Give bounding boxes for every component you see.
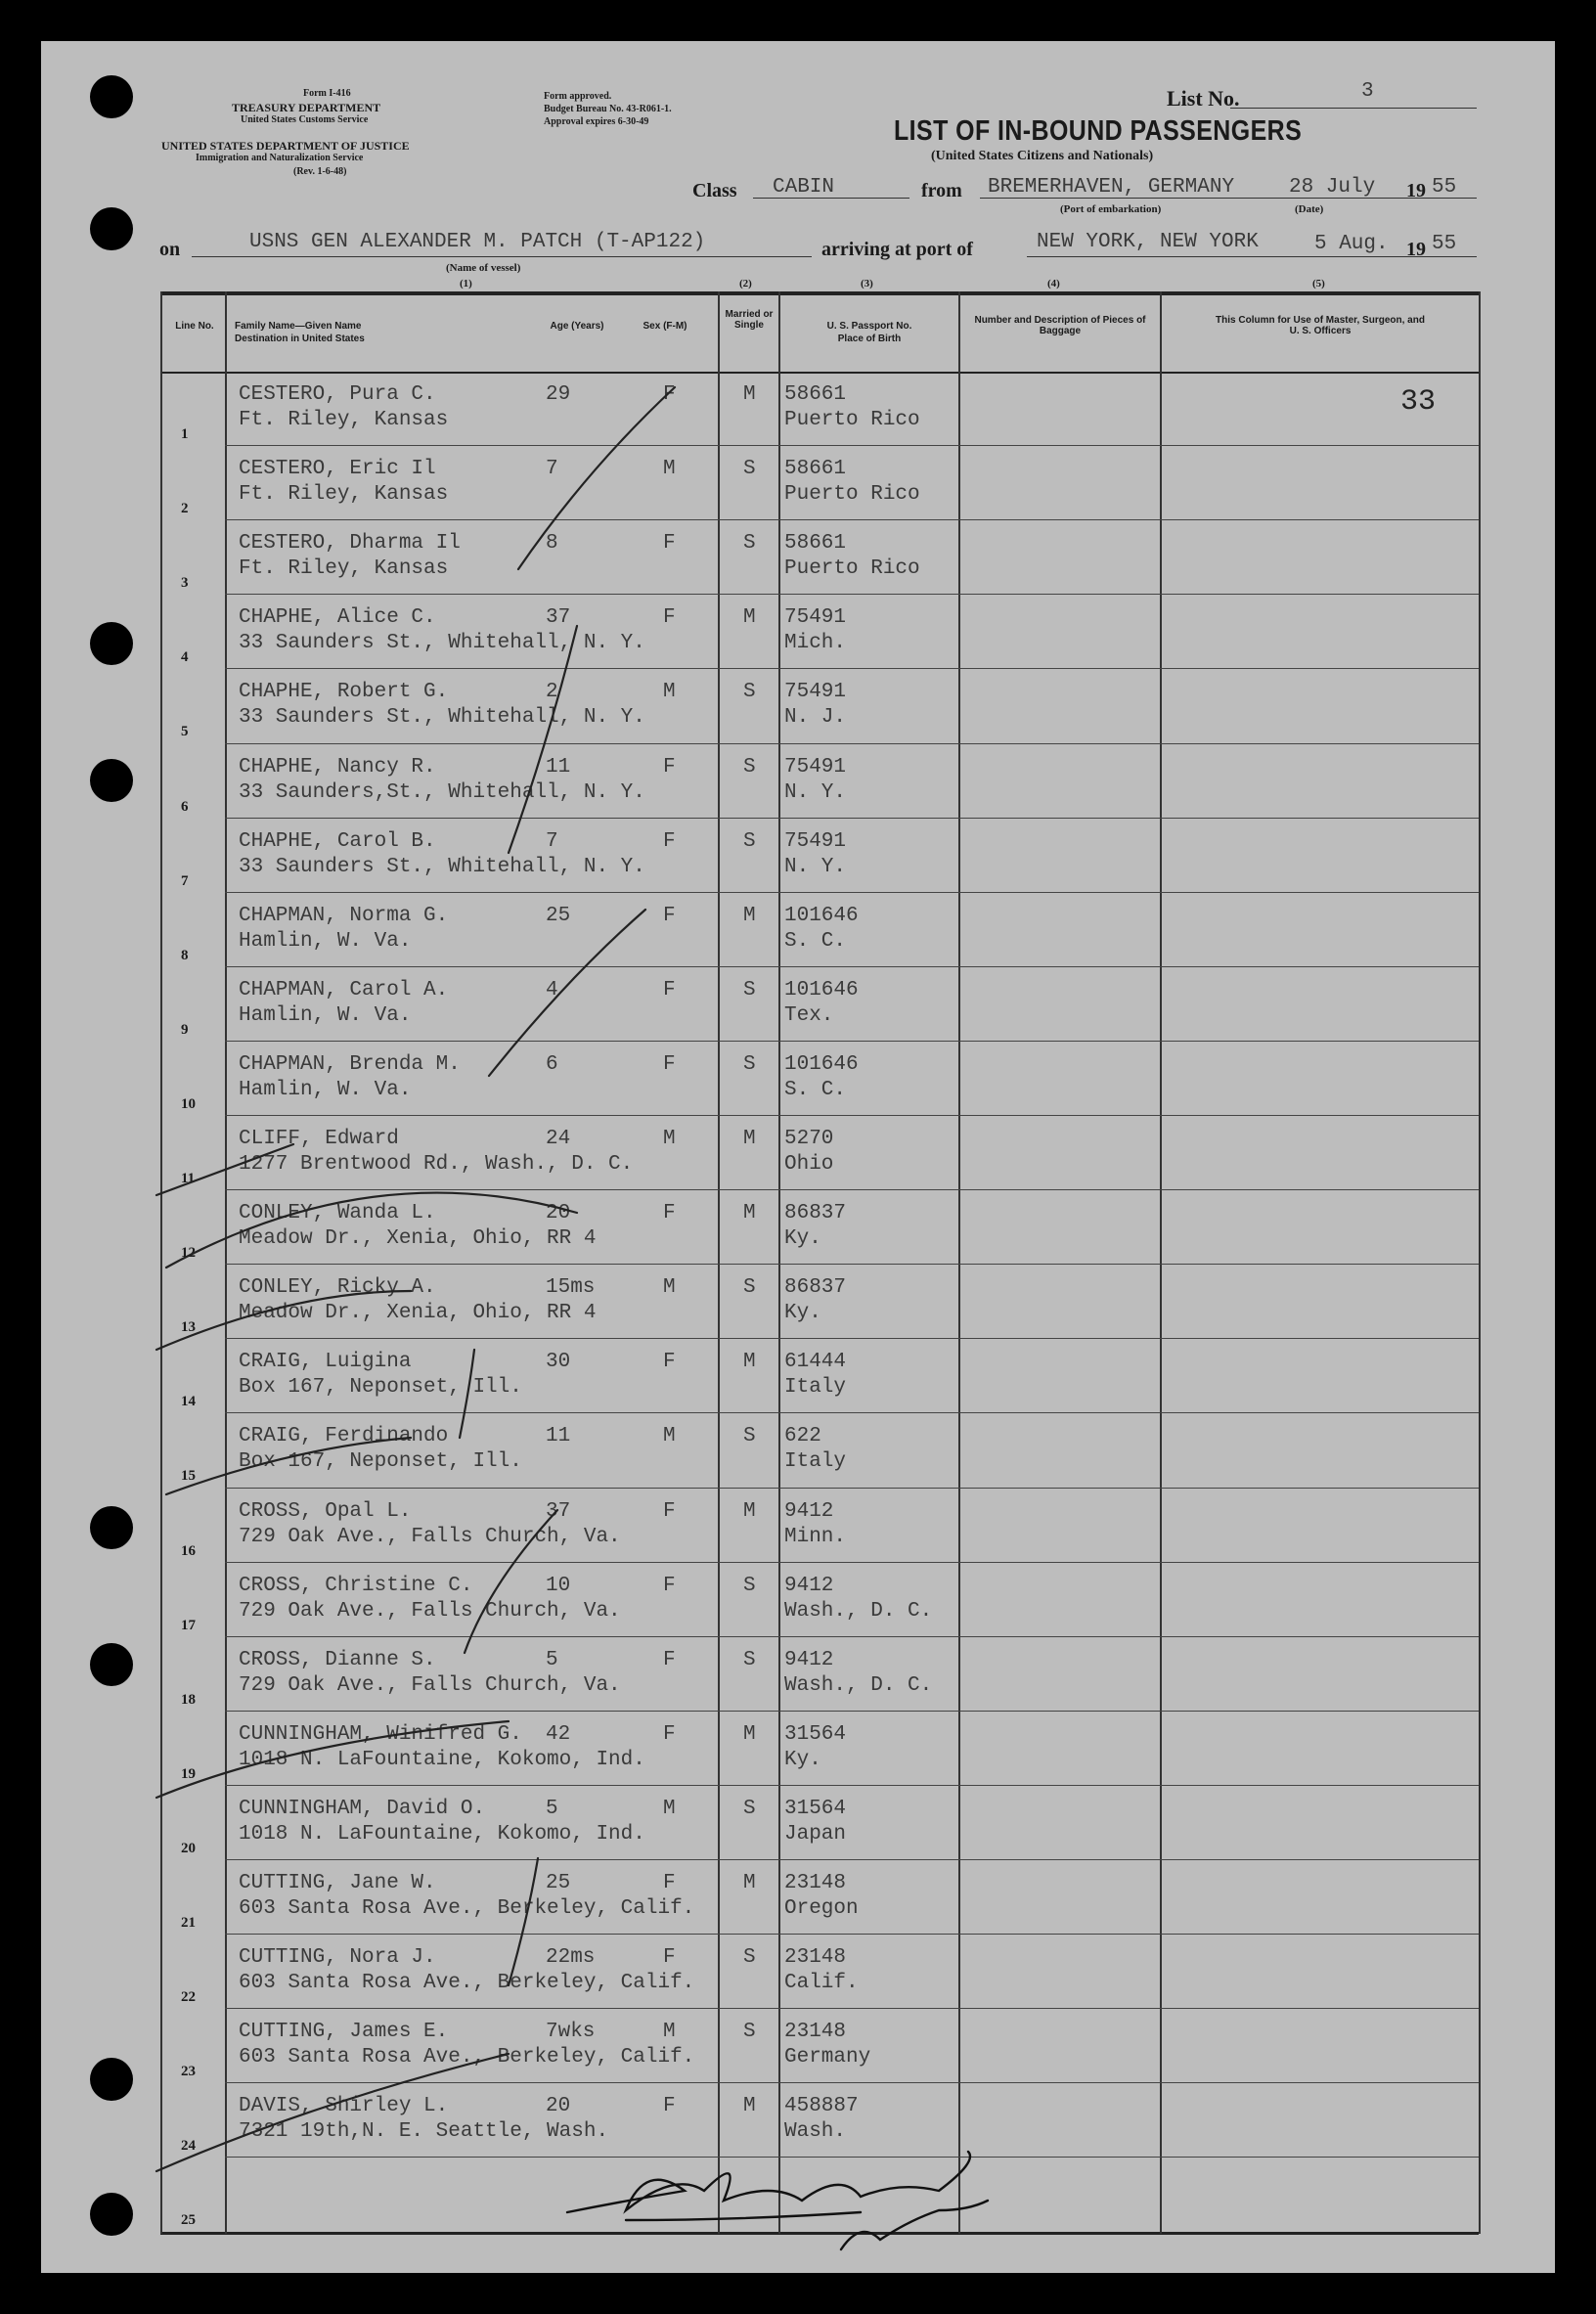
passenger-destination: 1018 N. LaFountaine, Kokomo, Ind. bbox=[239, 1822, 645, 1846]
passenger-marital-status: S bbox=[743, 1946, 756, 1970]
place-of-birth: S. C. bbox=[784, 929, 847, 953]
passport-number: 23148 bbox=[784, 2021, 847, 2044]
line-number: 22 bbox=[181, 1989, 196, 2006]
passport-header: U. S. Passport No. bbox=[826, 321, 912, 332]
place-of-birth: S. C. bbox=[784, 1078, 847, 1101]
passenger-age: 25 bbox=[546, 1872, 571, 1894]
place-of-birth: N. Y. bbox=[784, 855, 847, 878]
place-of-birth: Wash. bbox=[784, 2120, 847, 2144]
passport-number: 458887 bbox=[784, 2095, 859, 2118]
line-number: 2 bbox=[181, 501, 189, 517]
arriving-label: arriving at port of bbox=[821, 239, 973, 260]
page-title: LIST OF IN-BOUND PASSENGERS bbox=[894, 115, 1303, 147]
passenger-destination: Meadow Dr., Xenia, Ohio, RR 4 bbox=[239, 1227, 597, 1251]
treasury-department: TREASURY DEPARTMENT bbox=[232, 101, 381, 114]
passenger-sex: M bbox=[663, 1276, 676, 1300]
passport-number: 9412 bbox=[784, 1648, 834, 1671]
vessel-caption: (Name of vessel) bbox=[446, 262, 521, 274]
form-number: Form I-416 bbox=[303, 88, 351, 99]
passenger-name: CUTTING, Jane W. bbox=[239, 1872, 436, 1894]
passport-number: 23148 bbox=[784, 1872, 847, 1894]
line-no-header: Line No. bbox=[175, 321, 214, 332]
line-number: 11 bbox=[181, 1171, 196, 1186]
place-of-birth: Ky. bbox=[784, 1302, 821, 1325]
check-mark bbox=[156, 1721, 509, 1798]
passenger-destination: Ft. Riley, Kansas bbox=[239, 557, 449, 581]
line-number: 23 bbox=[181, 2064, 196, 2080]
passenger-marital-status: S bbox=[743, 978, 756, 1001]
passenger-sex: F bbox=[663, 904, 676, 927]
passenger-destination: 729 Oak Ave., Falls Church, Va. bbox=[239, 1525, 621, 1548]
passenger-name: CUNNINGHAM, David O. bbox=[239, 1797, 486, 1820]
passenger-marital-status: M bbox=[743, 1872, 756, 1894]
column-number: (1) bbox=[460, 278, 472, 289]
line-number: 3 bbox=[181, 575, 189, 592]
passenger-marital-status: M bbox=[743, 904, 756, 927]
column-number: (5) bbox=[1312, 278, 1325, 289]
embarkation-date: 28 July bbox=[1289, 176, 1376, 199]
passport-number: 31564 bbox=[784, 1797, 847, 1820]
check-mark bbox=[518, 387, 675, 569]
line-number: 25 bbox=[181, 2212, 196, 2229]
passport-number: 75491 bbox=[784, 829, 847, 853]
passenger-sex: M bbox=[663, 1128, 676, 1150]
passenger-marital-status: S bbox=[743, 681, 756, 704]
vessel-name: USNS GEN ALEXANDER M. PATCH (T-AP122) bbox=[249, 231, 706, 253]
passenger-sex: F bbox=[663, 1351, 676, 1374]
place-of-birth: Tex. bbox=[784, 1003, 834, 1027]
passenger-sex: F bbox=[663, 755, 676, 779]
passenger-name: CROSS, Opal L. bbox=[239, 1499, 412, 1523]
passenger-age: 20 bbox=[546, 1202, 571, 1225]
place-of-birth: Minn. bbox=[784, 1525, 847, 1548]
passenger-name: CHAPHE, Robert G. bbox=[239, 681, 449, 704]
line-number: 18 bbox=[181, 1691, 196, 1708]
place-of-birth: Wash., D. C. bbox=[784, 1673, 933, 1697]
passenger-age: 7 bbox=[546, 458, 558, 481]
place-of-birth: Japan bbox=[784, 1822, 847, 1846]
passenger-name: CUNNINGHAM, Winifred G. bbox=[239, 1722, 522, 1746]
place-of-birth: Ky. bbox=[784, 1748, 821, 1771]
check-mark bbox=[156, 2054, 509, 2171]
passenger-age: 8 bbox=[546, 532, 558, 556]
passenger-name: CESTERO, Pura C. bbox=[239, 383, 436, 406]
line-number: 17 bbox=[181, 1617, 196, 1633]
passenger-sex: F bbox=[663, 1052, 676, 1076]
passport-number: 5270 bbox=[784, 1128, 834, 1150]
passenger-name: CRAIG, Luigina bbox=[239, 1351, 412, 1374]
passenger-age: 5 bbox=[546, 1648, 558, 1671]
line-number: 13 bbox=[181, 1319, 196, 1336]
column-number: (3) bbox=[861, 278, 873, 289]
passenger-marital-status: M bbox=[743, 1351, 756, 1374]
passenger-name: CONLEY, Wanda L. bbox=[239, 1202, 436, 1225]
passenger-marital-status: S bbox=[743, 1425, 756, 1448]
baggage-header: Number and Description of Pieces of Baggage bbox=[974, 315, 1146, 336]
passport-number: 86837 bbox=[784, 1276, 847, 1300]
arrival-year: 55 bbox=[1432, 233, 1457, 255]
passenger-age: 7wks bbox=[546, 2021, 596, 2044]
arrival-port: NEW YORK, NEW YORK bbox=[1037, 231, 1259, 253]
passenger-marital-status: S bbox=[743, 1276, 756, 1300]
passenger-destination: Hamlin, W. Va. bbox=[239, 1003, 412, 1027]
passenger-sex: F bbox=[663, 1946, 676, 1970]
passenger-name: CRAIG, Ferdinando bbox=[239, 1425, 449, 1448]
passport-number: 101646 bbox=[784, 1052, 859, 1076]
line-number: 15 bbox=[181, 1468, 196, 1485]
passenger-name: CUTTING, Nora J. bbox=[239, 1946, 436, 1970]
passenger-destination: 7321 19th,N. E. Seattle, Wash. bbox=[239, 2120, 609, 2144]
line-number: 9 bbox=[181, 1021, 189, 1038]
passenger-age: 22ms bbox=[546, 1946, 596, 1970]
passenger-marital-status: S bbox=[743, 532, 756, 556]
line-number: 5 bbox=[181, 724, 189, 740]
passenger-age: 24 bbox=[546, 1128, 571, 1150]
passenger-sex: F bbox=[663, 532, 676, 556]
passenger-name: CHAPHE, Carol B. bbox=[239, 829, 436, 853]
signature bbox=[567, 2152, 988, 2249]
age-header: Age (Years) bbox=[550, 321, 604, 332]
passenger-name: CHAPMAN, Norma G. bbox=[239, 904, 449, 927]
passenger-sex: M bbox=[663, 1797, 676, 1820]
place-of-birth: Puerto Rico bbox=[784, 409, 920, 431]
passenger-age: 42 bbox=[546, 1722, 571, 1746]
passport-number: 101646 bbox=[784, 978, 859, 1001]
passport-number: 75491 bbox=[784, 755, 847, 779]
place-of-birth: Wash., D. C. bbox=[784, 1599, 933, 1623]
passenger-destination: 1018 N. LaFountaine, Kokomo, Ind. bbox=[239, 1748, 645, 1771]
line-number: 8 bbox=[181, 947, 189, 963]
approval-expires: Approval expires 6-30-49 bbox=[544, 116, 649, 127]
passport-number: 58661 bbox=[784, 532, 847, 556]
passenger-marital-status: M bbox=[743, 1499, 756, 1523]
passenger-sex: F bbox=[663, 1499, 676, 1523]
passenger-age: 7 bbox=[546, 829, 558, 853]
place-of-birth: Italy bbox=[784, 1376, 847, 1400]
passenger-sex: F bbox=[663, 1872, 676, 1894]
line-number: 20 bbox=[181, 1840, 196, 1856]
place-of-birth: Germany bbox=[784, 2046, 871, 2069]
budget-bureau: Budget Bureau No. 43-R061-1. bbox=[544, 104, 672, 114]
line-number: 24 bbox=[181, 2138, 196, 2155]
line-number: 19 bbox=[181, 1765, 196, 1782]
place-of-birth: Ky. bbox=[784, 1227, 821, 1251]
check-mark bbox=[509, 1858, 538, 1985]
class-label: Class bbox=[692, 180, 737, 201]
place-of-birth: Ohio bbox=[784, 1153, 834, 1176]
passport-number: 58661 bbox=[784, 383, 847, 406]
line-number: 1 bbox=[181, 426, 189, 442]
passenger-destination: 33 Saunders,St., Whitehall, N. Y. bbox=[239, 780, 645, 804]
place-of-birth: Puerto Rico bbox=[784, 557, 920, 581]
passport-number: 23148 bbox=[784, 1946, 847, 1970]
passenger-destination: 603 Santa Rosa Ave., Berkeley, Calif. bbox=[239, 1972, 695, 1995]
passenger-age: 29 bbox=[546, 383, 571, 406]
passenger-name: CESTERO, Eric Il bbox=[239, 458, 436, 481]
year-prefix: 19 bbox=[1406, 180, 1426, 201]
passenger-name: CHAPHE, Nancy R. bbox=[239, 755, 436, 779]
passenger-sex: M bbox=[663, 1425, 676, 1448]
birth-header: Place of Birth bbox=[837, 334, 902, 344]
line-number: 21 bbox=[181, 1915, 196, 1931]
passenger-age: 15ms bbox=[546, 1276, 596, 1300]
passenger-marital-status: M bbox=[743, 383, 756, 406]
passenger-name: CROSS, Christine C. bbox=[239, 1574, 473, 1597]
list-no-value: 3 bbox=[1361, 80, 1374, 103]
immigration-service: Immigration and Naturalization Service bbox=[196, 153, 364, 163]
passenger-name: CESTERO, Dharma Il bbox=[239, 532, 461, 556]
from-label: from bbox=[921, 180, 962, 201]
line-number: 4 bbox=[181, 649, 189, 666]
passenger-sex: F bbox=[663, 1574, 676, 1597]
passenger-sex: M bbox=[663, 681, 676, 704]
passenger-sex: F bbox=[663, 829, 676, 853]
passenger-name: CHAPMAN, Carol A. bbox=[239, 978, 449, 1001]
married-header: Married or Single bbox=[725, 309, 774, 331]
passenger-destination: 33 Saunders St., Whitehall, N. Y. bbox=[239, 855, 645, 878]
passenger-destination: Box 167, Neponset, Ill. bbox=[239, 1450, 522, 1474]
passenger-marital-status: S bbox=[743, 1574, 756, 1597]
passenger-age: 5 bbox=[546, 1797, 558, 1820]
embarkation-port: BREMERHAVEN, GERMANY bbox=[988, 176, 1235, 199]
class-value: CABIN bbox=[773, 176, 835, 199]
line-number: 16 bbox=[181, 1542, 196, 1559]
check-mark bbox=[465, 1510, 557, 1653]
passenger-destination: Hamlin, W. Va. bbox=[239, 929, 412, 953]
passport-number: 31564 bbox=[784, 1722, 847, 1746]
passenger-sex: M bbox=[663, 458, 676, 481]
passenger-name: CHAPHE, Alice C. bbox=[239, 606, 436, 630]
passenger-destination: 603 Santa Rosa Ave., Berkeley, Calif. bbox=[239, 1897, 695, 1920]
passport-number: 101646 bbox=[784, 904, 859, 927]
place-of-birth: Italy bbox=[784, 1450, 847, 1474]
line-number: 14 bbox=[181, 1394, 196, 1410]
on-label: on bbox=[159, 239, 181, 260]
column-number: (2) bbox=[739, 278, 752, 289]
line-number: 12 bbox=[181, 1245, 196, 1262]
passenger-destination: 33 Saunders St., Whitehall, N. Y. bbox=[239, 632, 645, 655]
passenger-marital-status: S bbox=[743, 829, 756, 853]
port-caption: (Port of embarkation) bbox=[1060, 203, 1162, 215]
passenger-age: 6 bbox=[546, 1052, 558, 1076]
form-revision: (Rev. 1-6-48) bbox=[293, 166, 347, 177]
page-subtitle: (United States Citizens and Nationals) bbox=[931, 149, 1154, 163]
arrival-year-prefix: 19 bbox=[1406, 239, 1426, 260]
passenger-sex: F bbox=[663, 1722, 676, 1746]
destination-header: Destination in United States bbox=[235, 334, 365, 344]
name-header: Family Name—Given Name bbox=[235, 321, 362, 332]
passenger-destination: 33 Saunders St., Whitehall, N. Y. bbox=[239, 706, 645, 730]
passenger-age: 30 bbox=[546, 1351, 571, 1374]
passenger-destination: 1277 Brentwood Rd., Wash., D. C. bbox=[239, 1153, 634, 1176]
passenger-destination: 729 Oak Ave., Falls Church, Va. bbox=[239, 1599, 621, 1623]
passport-number: 75491 bbox=[784, 681, 847, 704]
passport-number: 75491 bbox=[784, 606, 847, 630]
passenger-marital-status: M bbox=[743, 1722, 756, 1746]
passport-number: 61444 bbox=[784, 1351, 847, 1374]
check-mark bbox=[166, 1193, 577, 1268]
department-of-justice: UNITED STATES DEPARTMENT OF JUSTICE bbox=[161, 139, 410, 153]
passenger-marital-status: S bbox=[743, 1052, 756, 1076]
passenger-name: CLIFF, Edward bbox=[239, 1128, 399, 1150]
check-mark bbox=[509, 626, 577, 853]
passenger-age: 37 bbox=[546, 606, 571, 630]
passenger-age: 11 bbox=[546, 755, 571, 779]
passenger-sex: F bbox=[663, 1648, 676, 1671]
list-no-label: List No. bbox=[1167, 86, 1240, 111]
passenger-age: 11 bbox=[546, 1425, 571, 1448]
passenger-marital-status: M bbox=[743, 1202, 756, 1225]
passenger-age: 4 bbox=[546, 978, 558, 1001]
form-approved: Form approved. bbox=[544, 91, 612, 102]
check-mark bbox=[156, 1144, 293, 1195]
passenger-age: 37 bbox=[546, 1499, 571, 1523]
passenger-sex: F bbox=[663, 1202, 676, 1225]
line-number: 10 bbox=[181, 1095, 196, 1112]
passenger-destination: Meadow Dr., Xenia, Ohio, RR 4 bbox=[239, 1302, 597, 1325]
passenger-sex: F bbox=[663, 978, 676, 1001]
passenger-sex: F bbox=[663, 383, 676, 406]
passenger-marital-status: M bbox=[743, 2095, 756, 2118]
passenger-marital-status: S bbox=[743, 1648, 756, 1671]
passenger-sex: M bbox=[663, 2021, 676, 2044]
passenger-destination: Hamlin, W. Va. bbox=[239, 1078, 412, 1101]
passenger-sex: F bbox=[663, 606, 676, 630]
passport-number: 86837 bbox=[784, 1202, 847, 1225]
officer-tally: 33 bbox=[1400, 385, 1437, 419]
check-mark bbox=[156, 1291, 411, 1350]
place-of-birth: Puerto Rico bbox=[784, 483, 920, 507]
passenger-name: CUTTING, James E. bbox=[239, 2021, 449, 2044]
passenger-sex: F bbox=[663, 2095, 676, 2118]
line-number: 7 bbox=[181, 872, 189, 889]
passenger-marital-status: M bbox=[743, 1128, 756, 1150]
place-of-birth: Calif. bbox=[784, 1972, 859, 1995]
passenger-name: DAVIS, Shirley L. bbox=[239, 2095, 449, 2118]
check-mark bbox=[489, 910, 645, 1076]
place-of-birth: Oregon bbox=[784, 1897, 859, 1920]
passport-number: 9412 bbox=[784, 1499, 834, 1523]
passenger-marital-status: S bbox=[743, 1797, 756, 1820]
passport-number: 58661 bbox=[784, 458, 847, 481]
sex-header: Sex (F-M) bbox=[643, 321, 687, 332]
embarkation-year: 55 bbox=[1432, 176, 1457, 199]
passenger-marital-status: M bbox=[743, 606, 756, 630]
passenger-age: 20 bbox=[546, 2095, 571, 2118]
passenger-age: 25 bbox=[546, 904, 571, 927]
line-number: 6 bbox=[181, 798, 189, 815]
passport-number: 9412 bbox=[784, 1574, 834, 1597]
place-of-birth: Mich. bbox=[784, 632, 847, 655]
column-number: (4) bbox=[1047, 278, 1060, 289]
check-mark bbox=[460, 1350, 474, 1438]
passport-number: 622 bbox=[784, 1425, 821, 1448]
passenger-destination: Box 167, Neponset, Ill. bbox=[239, 1376, 522, 1400]
place-of-birth: N. J. bbox=[784, 706, 847, 730]
passenger-destination: 603 Santa Rosa Ave., Berkeley, Calif. bbox=[239, 2046, 695, 2069]
passenger-destination: Ft. Riley, Kansas bbox=[239, 409, 449, 431]
officers-header: This Column for Use of Master, Surgeon, and U. S. Officers bbox=[1216, 315, 1425, 336]
date-caption: (Date) bbox=[1295, 203, 1324, 215]
passenger-name: CHAPMAN, Brenda M. bbox=[239, 1052, 461, 1076]
passenger-marital-status: S bbox=[743, 2021, 756, 2044]
passenger-destination: 729 Oak Ave., Falls Church, Va. bbox=[239, 1673, 621, 1697]
passenger-name: CONLEY, Ricky A. bbox=[239, 1276, 436, 1300]
passenger-age: 2 bbox=[546, 681, 558, 704]
passenger-marital-status: S bbox=[743, 458, 756, 481]
place-of-birth: N. Y. bbox=[784, 780, 847, 804]
passenger-name: CROSS, Dianne S. bbox=[239, 1648, 436, 1671]
customs-service: United States Customs Service bbox=[241, 114, 369, 125]
passenger-destination: Ft. Riley, Kansas bbox=[239, 483, 449, 507]
passenger-age: 10 bbox=[546, 1574, 571, 1597]
arrival-date: 5 Aug. bbox=[1314, 233, 1389, 255]
passenger-marital-status: S bbox=[743, 755, 756, 779]
check-mark bbox=[166, 1438, 411, 1494]
